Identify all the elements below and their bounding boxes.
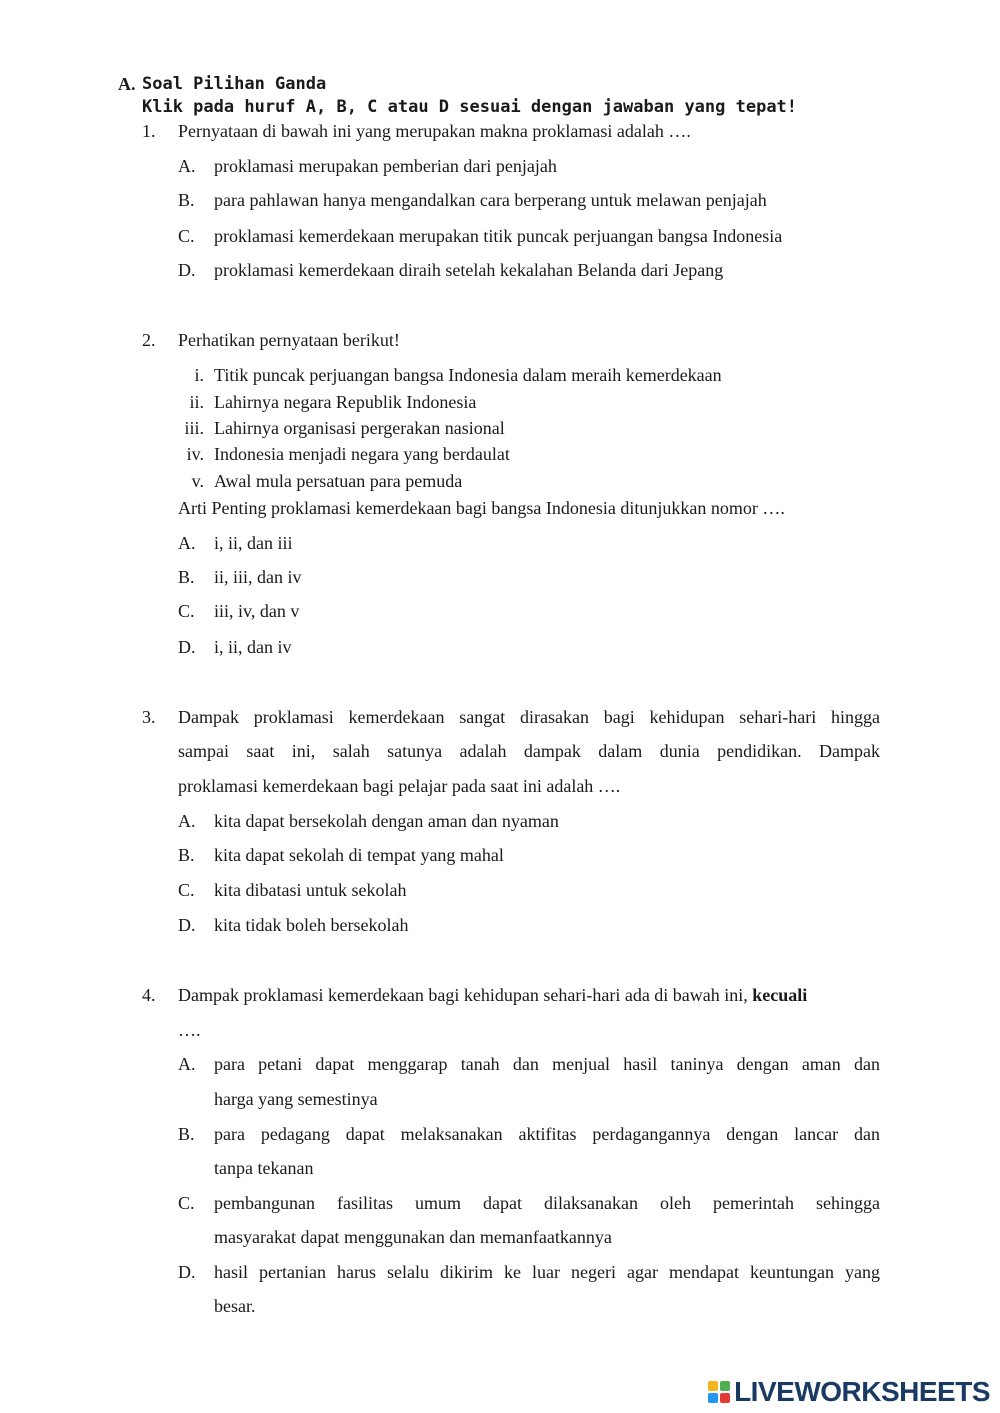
question-text [178, 984, 807, 1006]
question-text-line: proklamasi kemerdekaan bagi pelajar pada saat ini adalah …. [178, 776, 621, 796]
question-text: Pernyataan di bawah ini yang merupakan makna proklamasi adalah …. [178, 121, 691, 141]
option-letter-d[interactable]: D. [178, 260, 196, 280]
statement-text: Lahirnya negara Republik Indonesia [214, 392, 477, 412]
option-letter-c[interactable]: C. [178, 1193, 195, 1213]
option-text-line: para pedagang dapat melaksanakan aktifitas perdagangannya dengan lancar dan [214, 1124, 880, 1144]
question-text-line: sampai saat ini, salah satunya adalah dampak dalam dunia pendidikan. Dampak [178, 741, 880, 761]
option-letter-d[interactable]: D. [178, 1262, 196, 1282]
option-text-line: para petani dapat menggarap tanah dan menjual hasil taninya dengan aman dan [214, 1054, 880, 1074]
statement-numeral: iv. [186, 444, 204, 464]
section-letter: A. [118, 74, 136, 94]
question-text-line: Dampak proklamasi kemerdekaan sangat dirasakan bagi kehidupan sehari-hari hingga [178, 707, 880, 727]
liveworksheets-logo [708, 1377, 990, 1407]
option-text-line: harga yang semestinya [214, 1089, 378, 1109]
option-text-line: besar. [214, 1296, 256, 1316]
option-text: ii, iii, dan iv [214, 567, 302, 587]
statement-text: Titik puncak perjuangan bangsa Indonesia dalam meraih kemerdekaan [214, 365, 722, 385]
option-text: kita dibatasi untuk sekolah [214, 880, 407, 900]
statement-numeral: i. [194, 365, 204, 385]
option-text: kita dapat bersekolah dengan aman dan nyaman [214, 811, 559, 831]
option-letter-b[interactable]: B. [178, 1124, 195, 1144]
statement-numeral: v. [191, 471, 204, 491]
option-letter-c[interactable]: C. [178, 880, 195, 900]
question-number: 1. [142, 121, 156, 141]
option-letter-b[interactable]: B. [178, 567, 195, 587]
option-text: para pahlawan hanya mengandalkan cara berperang untuk melawan penjajah [214, 190, 767, 210]
logo-square [720, 1393, 730, 1403]
option-letter-a[interactable]: A. [178, 156, 196, 176]
logo-square [708, 1381, 718, 1391]
option-text-line: tanpa tekanan [214, 1158, 314, 1178]
question-emphasis: kecuali [752, 985, 808, 1005]
section-instruction: Klik pada huruf A, B, C atau D sesuai dengan jawaban yang tepat! [142, 97, 798, 117]
option-letter-d[interactable]: D. [178, 915, 196, 935]
statement-text: Lahirnya organisasi pergerakan nasional [214, 418, 505, 438]
option-letter-c[interactable]: C. [178, 601, 195, 621]
option-text-line: hasil pertanian harus selalu dikirim ke luar negeri agar mendapat keuntungan yang [214, 1262, 880, 1282]
option-text: kita dapat sekolah di tempat yang mahal [214, 845, 504, 865]
question-text: Perhatikan pernyataan berikut! [178, 330, 400, 350]
option-text: proklamasi merupakan pemberian dari penjajah [214, 156, 557, 176]
option-text: i, ii, dan iv [214, 637, 292, 657]
option-text-line: masyarakat dapat menggunakan dan memanfaatkannya [214, 1227, 612, 1247]
option-letter-b[interactable]: B. [178, 845, 195, 865]
statement-numeral: ii. [189, 392, 204, 412]
option-text: iii, iv, dan v [214, 601, 300, 621]
question-text-main: Dampak proklamasi kemerdekaan bagi kehidupan sehari-hari ada di bawah ini, [178, 985, 748, 1005]
logo-text: LIVEWORKSHEETS [734, 1376, 990, 1407]
option-text-line: pembangunan fasilitas umum dapat dilaksanakan oleh pemerintah sehingga [214, 1193, 880, 1213]
liveworksheets-logo-icon [708, 1381, 730, 1403]
option-text: proklamasi kemerdekaan diraih setelah kekalahan Belanda dari Jepang [214, 260, 724, 280]
question-number: 2. [142, 330, 156, 350]
logo-square [720, 1381, 730, 1391]
statement-text: Indonesia menjadi negara yang berdaulat [214, 444, 510, 464]
option-letter-b[interactable]: B. [178, 190, 195, 210]
statement-text: Awal mula persatuan para pemuda [214, 471, 463, 491]
logo-square [708, 1393, 718, 1403]
option-letter-d[interactable]: D. [178, 637, 196, 657]
question-number: 3. [142, 707, 156, 727]
option-letter-a[interactable]: A. [178, 811, 196, 831]
question-ellipsis: …. [178, 1020, 201, 1040]
section-title: Soal Pilihan Ganda [142, 74, 327, 94]
question-number: 4. [142, 985, 156, 1005]
option-letter-a[interactable]: A. [178, 533, 196, 553]
option-text: kita tidak boleh bersekolah [214, 915, 409, 935]
option-letter-a[interactable]: A. [178, 1054, 196, 1074]
option-letter-c[interactable]: C. [178, 226, 195, 246]
option-text: proklamasi kemerdekaan merupakan titik puncak perjuangan bangsa Indonesia [214, 226, 783, 246]
option-text: i, ii, dan iii [214, 533, 293, 553]
statement-numeral: iii. [184, 418, 204, 438]
question-prompt: Arti Penting proklamasi kemerdekaan bagi bangsa Indonesia ditunjukkan nomor …. [178, 498, 785, 518]
